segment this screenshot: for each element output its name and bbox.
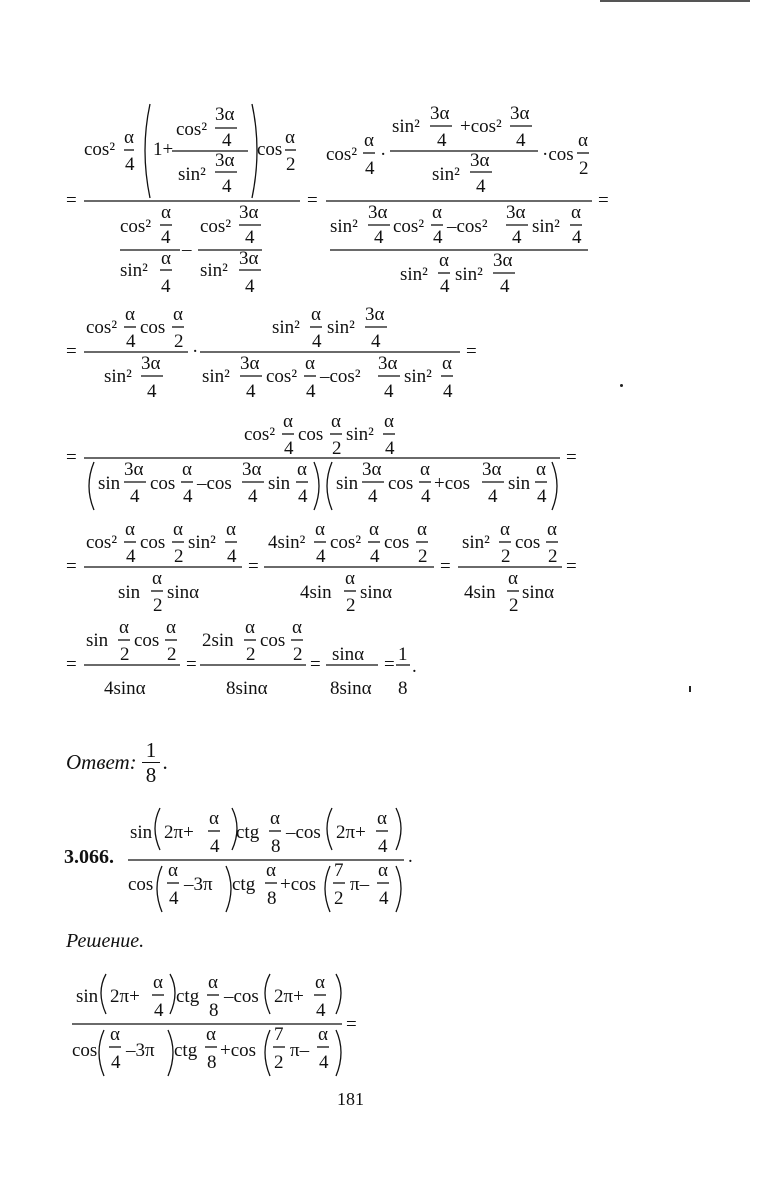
svg-text:4: 4 [443,381,453,402]
svg-text:=: = [346,1014,357,1035]
svg-text:4: 4 [246,381,256,402]
svg-text:3α: 3α [482,459,502,480]
svg-text:3α: 3α [378,353,398,374]
svg-text:sin: sin [98,473,121,494]
svg-text:4: 4 [248,486,258,507]
svg-text:π–: π– [350,874,370,895]
svg-text:sinα: sinα [522,582,555,603]
svg-text:=: = [186,654,197,675]
svg-text:cos²: cos² [330,532,362,553]
svg-text:8: 8 [209,1000,219,1021]
svg-text:2: 2 [174,546,184,567]
svg-text:sin²: sin² [202,366,230,387]
svg-text:4: 4 [365,158,375,179]
svg-text:=: = [566,556,577,577]
answer-period: . [163,750,169,774]
svg-text:sin²: sin² [120,260,148,281]
svg-text:α: α [124,127,134,148]
svg-text:4: 4 [130,486,140,507]
svg-text:=: = [66,447,77,468]
svg-text:4: 4 [111,1052,121,1073]
svg-text:=: = [598,190,609,211]
svg-text:cos: cos [384,532,410,553]
svg-text:4: 4 [125,154,135,175]
svg-text:α: α [315,519,325,540]
svg-text:α: α [432,202,442,223]
svg-text:–cos: –cos [286,822,321,843]
svg-text:α: α [442,353,452,374]
svg-text:2: 2 [274,1052,284,1073]
svg-text:4: 4 [245,227,255,248]
svg-text:cos²: cos² [393,216,425,237]
svg-text:=: = [66,654,77,675]
svg-text:ctg: ctg [174,1040,198,1061]
svg-text:cos²: cos² [176,119,208,140]
svg-text:α: α [369,519,379,540]
svg-text:4: 4 [379,888,389,909]
svg-text:4: 4 [161,276,171,297]
svg-text:cos: cos [72,1040,98,1061]
svg-text:α: α [125,304,135,325]
stray-dot [689,686,691,692]
svg-text:α: α [311,304,321,325]
solution-label: Решение. [66,930,145,952]
svg-text:α: α [206,1024,216,1045]
svg-text:sin²: sin² [330,216,358,237]
svg-text:·: · [192,341,199,362]
svg-text:4: 4 [126,331,136,352]
svg-text:sin: sin [336,473,359,494]
svg-text:4: 4 [126,546,136,567]
svg-text:4: 4 [227,546,237,567]
svg-text:–: – [182,239,192,260]
svg-text:2π+: 2π+ [164,822,194,843]
svg-text:2: 2 [332,438,342,459]
svg-text:α: α [208,972,218,993]
svg-text:4: 4 [378,836,388,857]
svg-text:4: 4 [161,227,171,248]
svg-text:α: α [283,411,293,432]
svg-text:α: α [173,519,183,540]
svg-text:sin: sin [118,582,141,603]
svg-text:8sinα: 8sinα [226,678,268,699]
svg-text:α: α [318,1024,328,1045]
svg-text:+cos²: +cos² [460,116,502,137]
svg-text:4: 4 [210,836,220,857]
svg-text:α: α [571,202,581,223]
svg-text:cos: cos [140,532,166,553]
svg-text:4: 4 [421,486,431,507]
svg-text:ctg: ctg [232,874,256,895]
svg-text:8sinα: 8sinα [330,678,372,699]
svg-text:α: α [500,519,510,540]
svg-text:α: α [182,459,192,480]
svg-text:cos²: cos² [86,532,118,553]
svg-text:sin²: sin² [462,532,490,553]
svg-text:2: 2 [418,546,428,567]
svg-text:sin²: sin² [188,532,216,553]
svg-text:–3π: –3π [184,874,213,895]
svg-text:α: α [285,127,295,148]
svg-text:3α: 3α [470,150,490,171]
svg-text:=: = [384,654,395,675]
svg-text:α: α [536,459,546,480]
svg-text:sin: sin [268,473,291,494]
svg-text:–cos²: –cos² [320,366,361,387]
svg-text:8: 8 [398,678,408,699]
svg-text:3α: 3α [215,104,235,125]
svg-text:cos: cos [515,532,541,553]
answer-fraction [142,738,160,787]
svg-text:3α: 3α [510,103,530,124]
svg-text:sin²: sin² [532,216,560,237]
svg-text:4: 4 [488,486,498,507]
svg-text:2: 2 [579,158,589,179]
svg-text:7: 7 [274,1024,284,1045]
svg-text:3α: 3α [240,353,260,374]
svg-text:π–: π– [290,1040,310,1061]
svg-text:2: 2 [548,546,558,567]
svg-text:4sin: 4sin [464,582,496,603]
svg-text:2: 2 [174,331,184,352]
svg-text:4: 4 [316,546,326,567]
svg-text:4sin²: 4sin² [268,532,306,553]
svg-text:4sin: 4sin [300,582,332,603]
svg-text:4: 4 [371,331,381,352]
svg-text:4: 4 [154,1000,164,1021]
svg-text:·: · [380,144,387,165]
svg-text:sin²: sin² [432,164,460,185]
svg-text:α: α [152,568,162,589]
svg-text:=: = [466,341,477,362]
svg-text:α: α [547,519,557,540]
svg-text:α: α [508,568,518,589]
svg-text:cos²: cos² [326,144,358,165]
svg-text:cos: cos [388,473,414,494]
svg-text:sin²: sin² [327,317,355,338]
svg-text:cos: cos [298,424,324,445]
svg-text:2: 2 [293,644,303,665]
svg-text:sin²: sin² [400,264,428,285]
svg-text:–cos²: –cos² [447,216,488,237]
svg-text:α: α [119,617,129,638]
svg-text:4: 4 [312,331,322,352]
svg-text:4: 4 [368,486,378,507]
svg-text:α: α [153,972,163,993]
svg-text:4sinα: 4sinα [104,678,146,699]
svg-text:α: α [292,617,302,638]
svg-text:α: α [161,202,171,223]
svg-text:3α: 3α [124,459,144,480]
svg-text:α: α [378,860,388,881]
svg-text:sin²: sin² [104,366,132,387]
svg-text:3α: 3α [239,248,259,269]
svg-text:cos: cos [257,139,283,160]
svg-text:3α: 3α [141,353,161,374]
svg-text:4: 4 [516,130,526,151]
svg-text:cos: cos [134,630,160,651]
svg-text:=: = [310,654,321,675]
svg-text:2: 2 [509,595,519,616]
svg-text:2π+: 2π+ [110,986,140,1007]
svg-text:2sin: 2sin [202,630,234,651]
stray-dot [620,384,623,387]
svg-text:α: α [364,130,374,151]
svg-text:–cos: –cos [197,473,232,494]
svg-text:2: 2 [346,595,356,616]
svg-text:=: = [66,341,77,362]
answer-numerator: 1 [145,738,157,762]
svg-text:4: 4 [319,1052,329,1073]
svg-text:4: 4 [284,438,294,459]
svg-text:α: α [384,411,394,432]
svg-text:+cos: +cos [434,473,471,494]
svg-text:sinα: sinα [167,582,200,603]
svg-text:α: α [331,411,341,432]
svg-text:α: α [161,248,171,269]
svg-text:sin²: sin² [272,317,300,338]
svg-text:α: α [125,519,135,540]
svg-text:α: α [270,808,280,829]
svg-text:sinα: sinα [332,644,365,665]
svg-text:–3π: –3π [126,1040,155,1061]
svg-text:α: α [315,972,325,993]
answer-label: Ответ: [66,750,137,774]
svg-text:α: α [297,459,307,480]
svg-text:sin²: sin² [404,366,432,387]
svg-text:4: 4 [147,381,157,402]
svg-text:3α: 3α [368,202,388,223]
svg-text:α: α [266,860,276,881]
svg-text:4: 4 [512,227,522,248]
svg-text:cos: cos [260,630,286,651]
svg-text:=: = [307,190,318,211]
svg-text:3α: 3α [493,250,513,271]
svg-text:7: 7 [334,860,344,881]
svg-text:α: α [345,568,355,589]
svg-text:3α: 3α [506,202,526,223]
svg-text:·cos: ·cos [542,144,574,165]
svg-text:–cos: –cos [224,986,259,1007]
svg-text:sinα: sinα [360,582,393,603]
svg-text:sin: sin [130,822,153,843]
svg-text:sin²: sin² [455,264,483,285]
svg-text:.: . [412,656,417,677]
svg-text:α: α [439,250,449,271]
svg-text:α: α [173,304,183,325]
svg-text:2π+: 2π+ [274,986,304,1007]
svg-text:=: = [566,447,577,468]
svg-text:4: 4 [500,276,510,297]
svg-text:=: = [66,556,77,577]
svg-text:cos²: cos² [84,139,116,160]
svg-text:cos²: cos² [266,366,298,387]
svg-text:4: 4 [433,227,443,248]
svg-text:cos: cos [128,874,154,895]
svg-text:4: 4 [370,546,380,567]
svg-text:2: 2 [246,644,256,665]
svg-text:cos²: cos² [244,424,276,445]
svg-text:1+: 1+ [153,139,174,160]
svg-text:α: α [166,617,176,638]
svg-text:α: α [110,1024,120,1045]
svg-text:4: 4 [245,276,255,297]
svg-text:3α: 3α [242,459,262,480]
svg-text:sin²: sin² [178,164,206,185]
svg-text:8: 8 [271,836,281,857]
svg-text:α: α [305,353,315,374]
svg-text:4: 4 [169,888,179,909]
svg-text:3α: 3α [430,103,450,124]
svg-text:2: 2 [153,595,163,616]
svg-text:4: 4 [374,227,384,248]
svg-text:4: 4 [476,176,486,197]
svg-text:4: 4 [384,381,394,402]
svg-text:.: . [408,846,413,867]
svg-text:α: α [245,617,255,638]
svg-text:+cos: +cos [220,1040,257,1061]
svg-text:sin: sin [76,986,99,1007]
svg-text:sin: sin [508,473,531,494]
svg-text:α: α [377,808,387,829]
svg-text:=: = [248,556,259,577]
svg-text:α: α [578,130,588,151]
svg-text:α: α [168,860,178,881]
svg-text:ctg: ctg [236,822,260,843]
page-number: 181 [337,1089,364,1109]
svg-text:cos: cos [150,473,176,494]
svg-text:2: 2 [501,546,511,567]
svg-text:=: = [66,190,77,211]
svg-text:2π+: 2π+ [336,822,366,843]
svg-text:3α: 3α [365,304,385,325]
svg-text:cos²: cos² [120,216,152,237]
svg-text:4: 4 [306,381,316,402]
svg-text:sin²: sin² [346,424,374,445]
answer-denominator: 8 [145,763,157,787]
svg-text:ctg: ctg [176,986,200,1007]
svg-text:8: 8 [207,1052,217,1073]
svg-text:cos²: cos² [86,317,118,338]
svg-text:4: 4 [222,176,232,197]
svg-text:4: 4 [298,486,308,507]
svg-text:2: 2 [286,154,296,175]
svg-text:4: 4 [440,276,450,297]
svg-text:α: α [417,519,427,540]
problem-number: 3.066. [64,846,114,868]
svg-text:=: = [440,556,451,577]
svg-text:4: 4 [437,130,447,151]
svg-text:α: α [420,459,430,480]
svg-text:4: 4 [222,130,232,151]
svg-text:4: 4 [183,486,193,507]
svg-text:8: 8 [267,888,277,909]
svg-text:3α: 3α [239,202,259,223]
svg-text:+cos: +cos [280,874,317,895]
svg-text:cos: cos [140,317,166,338]
svg-text:4: 4 [537,486,547,507]
svg-text:2: 2 [167,644,177,665]
svg-text:2: 2 [120,644,130,665]
svg-text:4: 4 [385,438,395,459]
svg-text:1: 1 [398,644,408,665]
svg-text:4: 4 [316,1000,326,1021]
svg-text:cos²: cos² [200,216,232,237]
svg-text:sin²: sin² [392,116,420,137]
svg-text:sin²: sin² [200,260,228,281]
svg-text:sin: sin [86,630,109,651]
svg-text:2: 2 [334,888,344,909]
svg-text:3α: 3α [215,150,235,171]
svg-text:α: α [226,519,236,540]
svg-text:α: α [209,808,219,829]
svg-text:4: 4 [572,227,582,248]
svg-text:3α: 3α [362,459,382,480]
